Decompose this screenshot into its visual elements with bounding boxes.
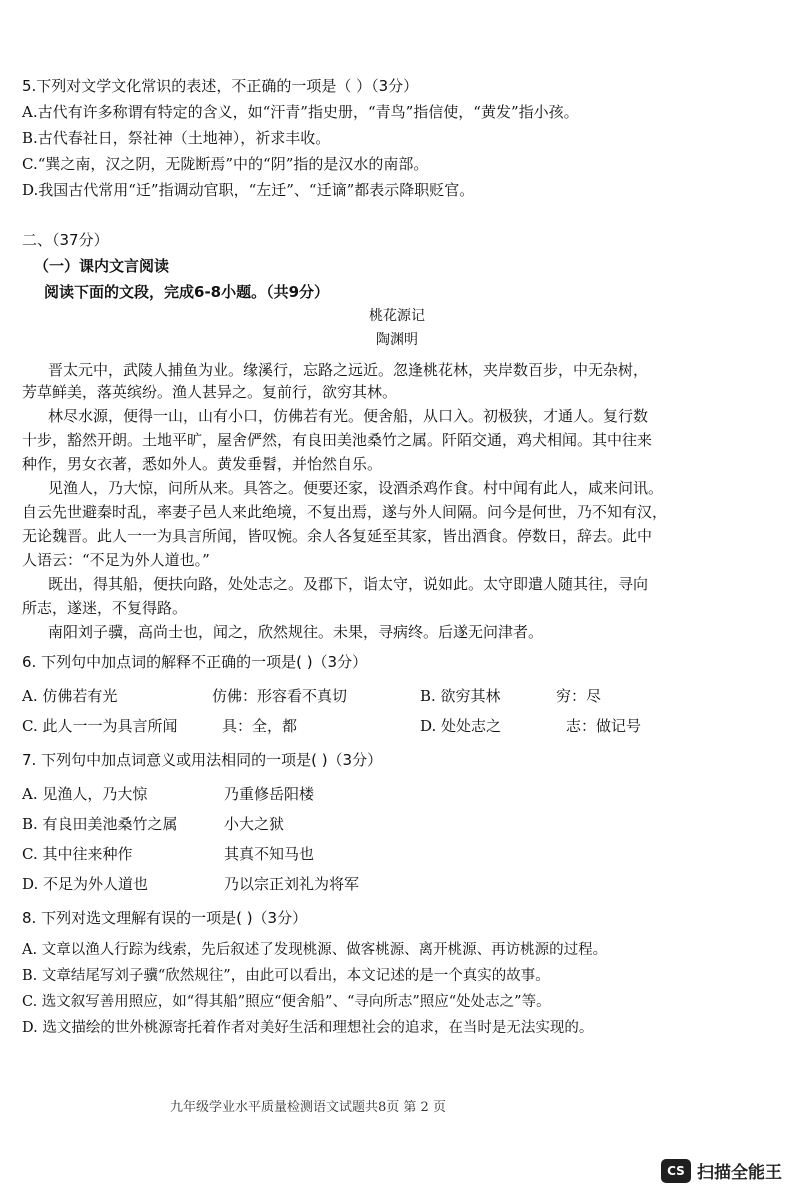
q8-option-b: B. 文章结尾写刘子骥“欣然规往”，由此可以看出，本文记述的是一个真实的故事。 xyxy=(22,968,550,984)
q5-option-a: A.古代有许多称谓有特定的含义，如“汗青”指史册，“青鸟”指信使，“黄发”指小孩。 xyxy=(22,103,579,121)
q8-option-a: A. 文章以渔人行踪为线索，先后叙述了发现桃源、做客桃源、离开桃源、再访桃源的过程。 xyxy=(22,942,608,958)
passage-line: 南阳刘子骥，高尚士也，闻之，欣然规往。未果，寻病终。后遂无问津者。 xyxy=(48,623,544,641)
watermark-text: 扫描全能王 xyxy=(697,1163,782,1183)
q7-stem: 7. 下列句中加点词意义或用法相同的一项是( )（3分） xyxy=(22,751,383,769)
passage-line: 无论魏晋。此人一一为具言所闻，皆叹惋。余人各复延至其家，皆出酒食。停数日，辞去。此中 xyxy=(22,527,653,545)
q8-stem: 8. 下列对选文理解有误的一项是( )（3分） xyxy=(22,909,308,927)
q5-option-c: C.“巽之南，汉之阴，无陇断焉”中的“阴”指的是汉水的南部。 xyxy=(22,155,429,173)
passage-line: 所志，遂迷，不复得路。 xyxy=(22,599,188,617)
passage-line: 自云先世避秦时乱，率妻子邑人来此绝境，不复出焉，遂与外人间隔。问今是何世，乃不知有汉， xyxy=(22,503,668,521)
passage-line: 种作，男女衣著，悉如外人。黄发垂髫，并怡然自乐。 xyxy=(22,455,383,473)
q6-option-c-gloss: 具：全，都 xyxy=(222,717,298,735)
passage-line: 既出，得其船，便扶向路，处处志之。及郡下，诣太守，说如此。太守即遣人随其往，寻向 xyxy=(48,575,649,593)
passage-line: 人语云：“不足为外人道也。” xyxy=(22,551,210,569)
q6-option-d-text: D. 处处志之 xyxy=(420,717,502,735)
q6-option-d-gloss: 志：做记号 xyxy=(566,717,642,735)
passage-line: 芳草鲜美，落英缤纷。渔人甚异之。复前行，欲穷其林。 xyxy=(22,383,398,401)
passage-line: 林尽水源，便得一山，山有小口，仿佛若有光。便舍船，从口入。初极狭，才通人。复行数 xyxy=(48,407,649,425)
q7-option-c-text: C. 其中往来种作 xyxy=(22,845,133,863)
passage-line: 见渔人，乃大惊，问所从来。具答之。便要还家，设酒杀鸡作食。村中闻有此人，咸来问讯。 xyxy=(48,479,664,497)
q6-stem: 6. 下列句中加点词的解释不正确的一项是( )（3分） xyxy=(22,653,368,671)
passage-author: 陶渊明 xyxy=(376,332,418,348)
q6-option-b-text: B. 欲穷其林 xyxy=(420,687,501,705)
q6-option-a-gloss: 仿佛：形容看不真切 xyxy=(212,687,348,705)
camscanner-logo-icon: CS xyxy=(661,1159,691,1183)
q6-option-c-text: C. 此人一一为具言所闻 xyxy=(22,717,178,735)
q7-option-a-text: A. 见渔人，乃大惊 xyxy=(22,785,148,803)
q8-option-c: C. 选文叙写善用照应，如“得其船”照应“便舍船”、“寻向所志”照应“处处志之”等。 xyxy=(22,994,551,1010)
passage-line: 十步，豁然开朗。土地平旷，屋舍俨然，有良田美池桑竹之属。阡陌交通，鸡犬相闻。其中往来 xyxy=(22,431,653,449)
q5-option-b: B.古代春社日，祭社神（土地神），祈求丰收。 xyxy=(22,129,331,147)
passage-line: 晋太元中，武陵人捕鱼为业。缘溪行，忘路之远近。忽逢桃花林，夹岸数百步，中无杂树， xyxy=(48,361,649,379)
section-subheading: （一）课内文言阅读 xyxy=(34,257,170,275)
q5-option-d: D.我国古代常用“迁”指调动官职，“左迁”、“迁谪”都表示降职贬官。 xyxy=(22,181,475,199)
q7-option-b-text: B. 有良田美池桑竹之属 xyxy=(22,815,178,833)
q6-option-a-text: A. 仿佛若有光 xyxy=(22,687,118,705)
passage-title: 桃花源记 xyxy=(369,308,425,324)
q6-option-b-gloss: 穷：尽 xyxy=(556,687,602,705)
q7-option-a-compare: 乃重修岳阳楼 xyxy=(224,785,315,803)
page-footer: 九年级学业水平质量检测语文试题共8页 第 2 页 xyxy=(170,1100,446,1115)
scanner-watermark xyxy=(661,1158,782,1183)
q5-stem: 5.下列对文学文化常识的表述，不正确的一项是（ ）（3分） xyxy=(22,77,419,95)
q7-option-b-compare: 小大之狱 xyxy=(224,815,285,833)
q7-option-c-compare: 其真不知马也 xyxy=(224,845,315,863)
q7-option-d-text: D. 不足为外人道也 xyxy=(22,875,149,893)
section-heading: 二、（37分） xyxy=(22,231,109,249)
q8-option-d: D. 选文描绘的世外桃源寄托着作者对美好生活和理想社会的追求，在当时是无法实现的。 xyxy=(22,1020,594,1036)
reading-instruction: 阅读下面的文段，完成6-8小题。（共9分） xyxy=(44,283,330,301)
q7-option-d-compare: 乃以宗正刘礼为将军 xyxy=(224,875,360,893)
